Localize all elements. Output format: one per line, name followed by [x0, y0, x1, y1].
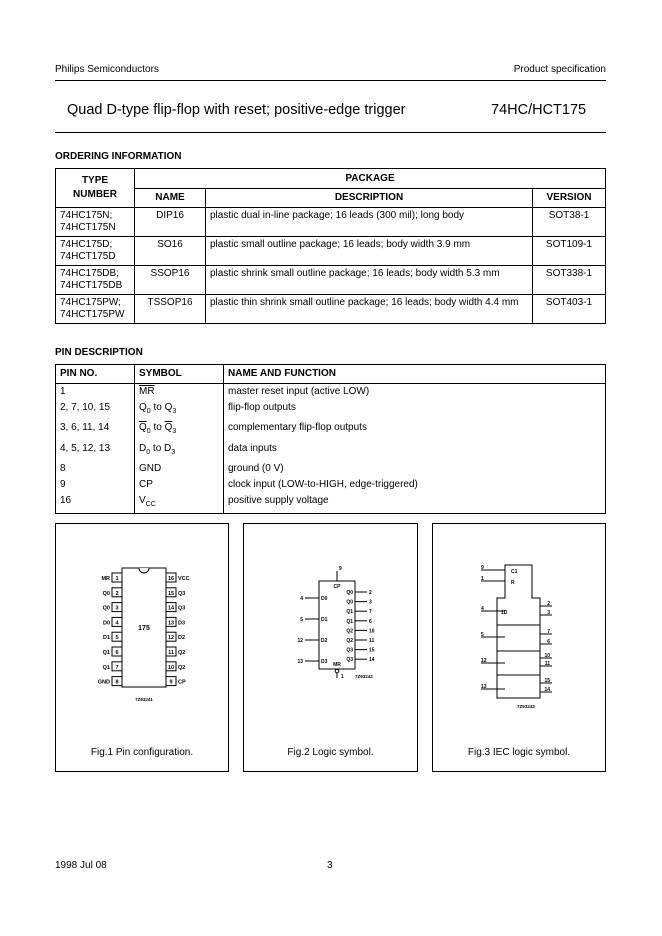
fig1-caption: Fig.1 Pin configuration. — [90, 747, 194, 758]
pin-row — [56, 384, 606, 401]
pin-label: Q1 — [102, 650, 110, 656]
chip-label: 175 — [138, 625, 150, 632]
logic-symbol-diagram — [244, 524, 417, 724]
package-description: plastic shrink small outline package; 16 leads; body width 5.3 mm — [206, 266, 533, 295]
title-rule — [55, 132, 606, 133]
output-pin: 2 — [547, 601, 550, 607]
c1-label: C1 — [511, 569, 518, 575]
package-name: SSOP16 — [135, 266, 206, 295]
input-pin: 12 — [297, 638, 303, 644]
fig3-code: 7Z93243 — [517, 704, 535, 709]
input-pin: 4 — [481, 606, 484, 612]
col-type-number: TYPE NUMBER — [56, 169, 135, 208]
pin-number: 6 — [115, 650, 119, 656]
output-pin: 10 — [544, 653, 550, 659]
input-pin: 5 — [300, 617, 303, 623]
input-pin: 5 — [481, 632, 484, 638]
fig2-code: 7Z93242 — [355, 674, 373, 679]
package-description: plastic small outline package; 16 leads; body width 3.9 mm — [206, 237, 533, 266]
pin-function: positive supply voltage — [224, 493, 606, 514]
input-pin: 12 — [481, 658, 487, 664]
pin-symbol: CP — [135, 477, 224, 493]
package-name: SO16 — [135, 237, 206, 266]
col-name-function: NAME AND FUNCTION — [224, 365, 606, 384]
package-description: plastic dual in-line package; 16 leads (300 mil); long body — [206, 208, 533, 237]
pin-row — [56, 493, 606, 514]
col-pin-no: PIN NO. — [56, 365, 135, 384]
ordering-row — [56, 237, 606, 266]
ordering-row — [56, 266, 606, 295]
col-description: DESCRIPTION — [206, 189, 533, 208]
package-name: DIP16 — [135, 208, 206, 237]
pin-symbol: $D_0$ to $D_3$ — [135, 441, 224, 461]
type-number: 74HC175N; 74HCT175N — [56, 208, 135, 237]
pin-label: D0 — [102, 620, 110, 627]
output-pin: 10 — [369, 628, 375, 635]
inverting-bubble — [335, 669, 339, 673]
footer-date: 1998 Jul 08 — [55, 860, 107, 871]
doc-type: Product specification — [513, 64, 606, 75]
output-label: Q3 — [346, 647, 353, 654]
input-pin: 13 — [297, 659, 303, 665]
fig1-pin-configuration — [55, 523, 229, 772]
pin-symbol: $V_{CC}$ — [135, 493, 224, 514]
pin-function: data inputs — [224, 441, 606, 461]
company-name: Philips Semiconductors — [55, 64, 159, 75]
pin-label: Q0 — [102, 605, 110, 612]
pin-label: CP — [178, 679, 186, 686]
pin-row — [56, 441, 606, 461]
output-label: Q2 — [346, 628, 353, 635]
output-pin: 15 — [369, 647, 375, 654]
ordering-row — [56, 208, 606, 237]
package-description: plastic thin shrink small outline package; 16 leads; body width 4.4 mm — [206, 295, 533, 324]
output-pin: 7 — [369, 609, 372, 616]
pin-number: 5 — [115, 635, 119, 642]
package-name: TSSOP16 — [135, 295, 206, 324]
output-pin: 2 — [369, 590, 372, 596]
ordering-row — [56, 295, 606, 324]
pin-number: 10 — [167, 664, 175, 671]
output-pin: 7 — [547, 629, 550, 635]
doc-title: Quad D-type flip-flop with reset; positive-edge trigger — [67, 102, 406, 118]
pin-label: D3 — [178, 620, 186, 627]
fig1-code: 7Z93241 — [135, 697, 153, 702]
pin-number: 14 — [167, 605, 175, 612]
pin-number: 11 — [168, 650, 174, 656]
output-pin: 6 — [547, 639, 550, 645]
output-label: Q3 — [346, 657, 353, 664]
col-version: VERSION — [533, 189, 606, 208]
mr-pin: 1 — [341, 674, 344, 680]
clock-label: CP — [333, 584, 341, 590]
pin-number: 8 — [115, 679, 119, 686]
fig2-logic-symbol — [243, 523, 418, 772]
col-package: PACKAGE — [135, 169, 606, 189]
pin-function: clock input (LOW-to-HIGH, edge-triggered) — [224, 477, 606, 493]
input-pin: 4 — [300, 596, 303, 602]
pin-symbol: $\overline{MR}$ — [135, 384, 224, 401]
package-version: SOT403-1 — [533, 295, 606, 324]
input-label: D3 — [321, 659, 328, 665]
input-label: D0 — [321, 596, 328, 602]
pin-label: Q3 — [178, 605, 186, 612]
output-pin: 11 — [544, 661, 550, 667]
header-rule — [55, 80, 606, 81]
package-version: SOT109-1 — [533, 237, 606, 266]
pin-label: Q2 — [178, 650, 186, 656]
type-number: 74HC175D; 74HCT175D — [56, 237, 135, 266]
output-pin: 15 — [544, 678, 550, 684]
pin-number: 4, 5, 12, 13 — [56, 441, 135, 461]
pin-label: Q3 — [178, 590, 186, 597]
pin-label: D2 — [178, 635, 186, 642]
pin-row — [56, 400, 606, 420]
part-number: 74HC/HCT175 — [491, 102, 587, 118]
pin-number: 9 — [56, 477, 135, 493]
pin-row — [56, 420, 606, 440]
pin-number: 1 — [56, 384, 135, 401]
output-label: Q1 — [346, 618, 353, 625]
pin-function: ground (0 V) — [224, 461, 606, 477]
pin-label: Q1 — [102, 664, 110, 671]
pin-number: 3, 6, 11, 14 — [56, 420, 135, 440]
pin-function: complementary flip-flop outputs — [224, 420, 606, 440]
pin-label: MR — [101, 576, 110, 582]
type-number: 74HC175PW; 74HCT175PW — [56, 295, 135, 324]
package-version: SOT38-1 — [533, 208, 606, 237]
iec-logic-symbol-diagram — [433, 524, 605, 724]
pin-label: Q2 — [178, 664, 186, 671]
ordering-table — [55, 168, 606, 324]
output-pin: 6 — [369, 618, 372, 625]
pin-number: 16 — [167, 576, 175, 582]
output-pin: 14 — [369, 657, 375, 664]
output-label: Q0 — [346, 599, 353, 606]
d-label: 1D — [501, 610, 508, 616]
pin-function: master reset input (active LOW) — [224, 384, 606, 401]
fig3-caption: Fig.3 IEC logic symbol. — [467, 747, 571, 758]
pin-table — [55, 364, 606, 514]
mr-label: MR — [333, 662, 341, 668]
output-pin: 14 — [544, 687, 550, 693]
r-label: R — [511, 580, 515, 586]
pin-symbol: $\overline{Q}_0$ to $\overline{Q}_3$ — [135, 420, 224, 440]
output-pin: 3 — [547, 610, 550, 616]
type-number: 74HC175DB; 74HCT175DB — [56, 266, 135, 295]
output-pin: 3 — [369, 599, 372, 606]
package-version: SOT338-1 — [533, 266, 606, 295]
input-pin: 9 — [481, 565, 484, 571]
col-symbol: SYMBOL — [135, 365, 224, 384]
fig3-iec-logic-symbol — [432, 523, 606, 772]
page-number: 3 — [327, 860, 333, 871]
fig2-caption: Fig.2 Logic symbol. — [287, 747, 374, 758]
pin-configuration-diagram — [56, 524, 228, 724]
ordering-heading: ORDERING INFORMATION — [55, 151, 182, 162]
pin-symbol: GND — [135, 461, 224, 477]
input-pin: 13 — [481, 684, 487, 690]
notch — [139, 568, 149, 573]
input-label: D1 — [321, 617, 328, 623]
pin-symbol: $Q_0$ to $Q_3$ — [135, 400, 224, 420]
pin-number: 13 — [167, 620, 175, 627]
pin-label: GND — [97, 679, 110, 686]
pin-number: 15 — [167, 590, 175, 597]
pin-number: 4 — [115, 620, 119, 627]
pin-row — [56, 477, 606, 493]
col-name: NAME — [135, 189, 206, 208]
pin-label: VCC — [178, 576, 190, 582]
input-label: D2 — [321, 638, 328, 644]
input-pin: 1 — [481, 576, 484, 582]
pin-number: 2, 7, 10, 15 — [56, 400, 135, 420]
clock-pin: 9 — [339, 566, 342, 572]
pin-number: 16 — [56, 493, 135, 514]
pin-number: 12 — [167, 635, 175, 642]
pin-number: 1 — [115, 576, 119, 582]
output-label: Q0 — [346, 590, 353, 596]
pin-number: 3 — [115, 605, 119, 612]
pin-number: 2 — [115, 590, 119, 597]
output-label: Q1 — [346, 609, 353, 616]
iec-outline — [497, 565, 540, 698]
output-label: Q2 — [346, 638, 353, 644]
pin-number: 8 — [56, 461, 135, 477]
pin-heading: PIN DESCRIPTION — [55, 347, 143, 358]
pin-label: D1 — [102, 635, 110, 642]
pin-label: Q0 — [102, 590, 110, 597]
pin-row — [56, 461, 606, 477]
output-pin: 11 — [369, 638, 375, 644]
pin-function: flip-flop outputs — [224, 400, 606, 420]
pin-number: 7 — [115, 664, 119, 671]
pin-number: 9 — [169, 679, 173, 686]
